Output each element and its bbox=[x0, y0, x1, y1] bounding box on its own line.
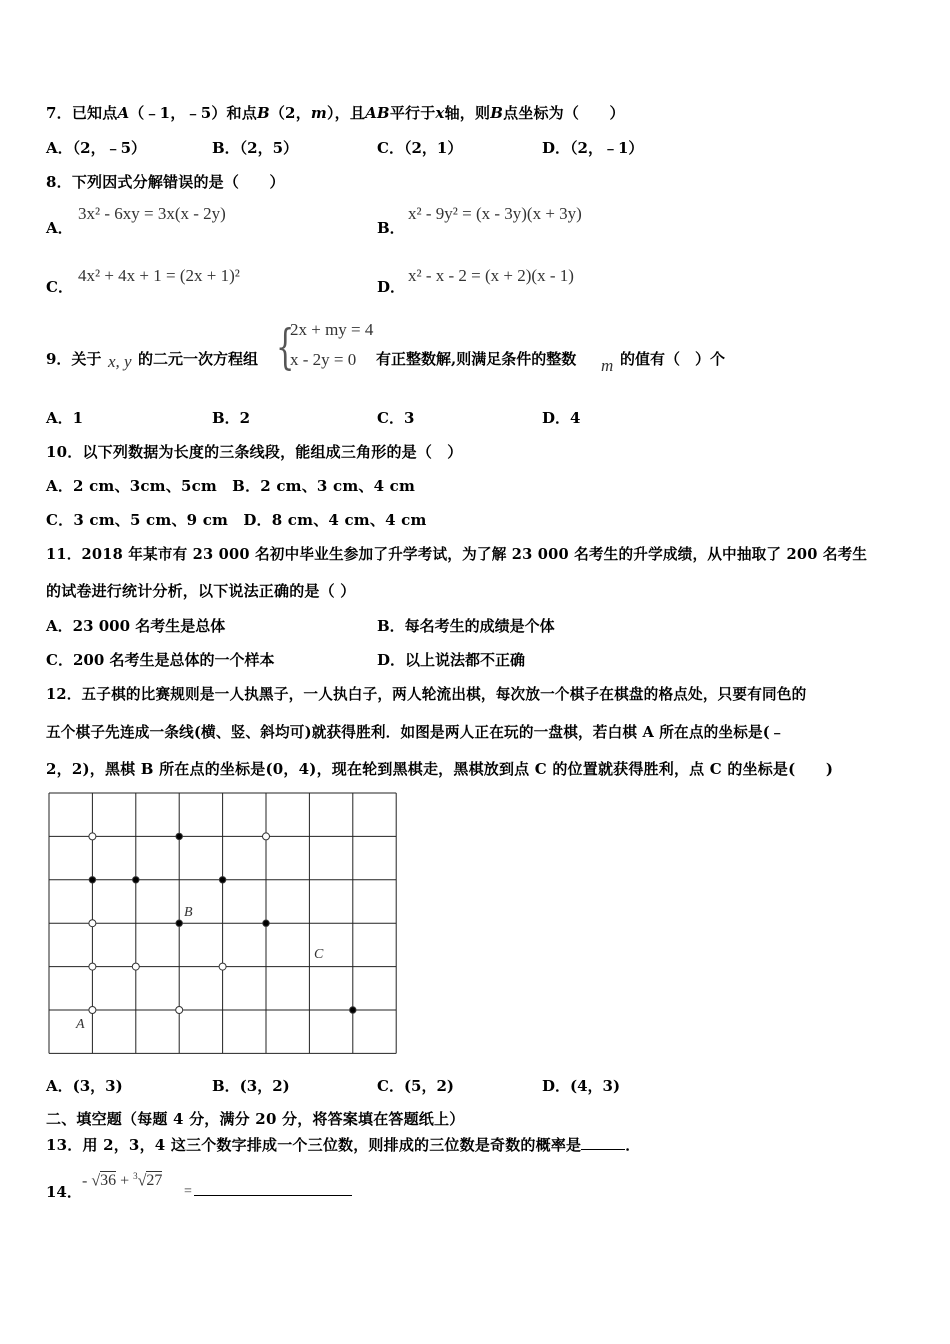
q9-stem-mid2: 有正整数解,则满足条件的整数 bbox=[376, 350, 577, 368]
white-stone bbox=[219, 963, 226, 970]
q7-option-b: B．（2，5） bbox=[212, 139, 299, 157]
q9-option-d: D．4 bbox=[542, 409, 581, 427]
q7-option-c: C．（2，1） bbox=[377, 139, 463, 157]
q9-stem-pre: 9．关于 bbox=[46, 350, 102, 368]
q9-stem-mid: 的二元一次方程组 bbox=[138, 350, 259, 368]
gomoku-board bbox=[46, 790, 398, 1056]
q11-option-b: B．每名考生的成绩是个体 bbox=[377, 617, 555, 635]
q8-expr-c: 4x² + 4x + 1 = (2x + 1)² bbox=[78, 266, 240, 285]
left-brace-icon: { bbox=[276, 319, 295, 375]
q12-stem-line1: 12．五子棋的比赛规则是一人执黑子，一人执白子，两人轮流出棋，每次放一个棋子在棋盘的格点处，只要有同色的 bbox=[46, 686, 807, 703]
label-c: C bbox=[314, 947, 324, 962]
q12-stem-line2: 五个棋子先连成一条线(横、竖、斜均可)就获得胜利．如图是两人正在玩的一盘棋，若白棋 A 所在点的坐标是(﹣ bbox=[46, 724, 785, 741]
q14-equals: = bbox=[184, 1184, 192, 1199]
q9-eq1: 2x + my = 4 bbox=[290, 320, 374, 339]
sqrt-icon: √ bbox=[91, 1172, 101, 1190]
q12-option-a: A．(3，3) bbox=[46, 1077, 123, 1095]
black-stone bbox=[350, 1007, 356, 1013]
q7-option-a: A．（2，﹣5） bbox=[46, 139, 147, 157]
q10-options-row2: C．3 cm、5 cm、9 cm D．8 cm、4 cm、4 cm bbox=[46, 511, 427, 529]
white-stone bbox=[176, 1007, 183, 1014]
q9-eq2: x - 2y = 0 bbox=[290, 350, 357, 369]
q10-options-row1: A．2 cm、3cm、5cm B．2 cm、3 cm、4 cm bbox=[46, 477, 416, 495]
q12-option-d: D．(4，3) bbox=[542, 1077, 621, 1095]
white-stone bbox=[132, 963, 139, 970]
q8-expr-a: 3x² - 6xy = 3x(x - 2y) bbox=[78, 204, 226, 223]
q8-expr-b: x² - 9y² = (x - 3y)(x + 3y) bbox=[408, 204, 582, 223]
q8-label-c: C． bbox=[46, 278, 73, 296]
white-stone bbox=[89, 920, 96, 927]
q14-number: 14． bbox=[46, 1183, 82, 1201]
q13-answer-blank[interactable] bbox=[581, 1149, 625, 1150]
black-stone bbox=[176, 920, 182, 926]
q11-option-c: C．200 名考生是总体的一个样本 bbox=[46, 651, 275, 669]
section-title: 二、填空题（每题 4 分，满分 20 分，将答案填在答题纸上） bbox=[46, 1110, 465, 1128]
q11-option-a: A．23 000 名考生是总体 bbox=[46, 617, 226, 635]
q10-stem: 10．以下列数据为长度的三条线段，能组成三角形的是（ ） bbox=[46, 443, 463, 461]
black-stone bbox=[219, 877, 225, 883]
cube-root-icon: √ bbox=[137, 1172, 147, 1190]
q9-vars: x, y bbox=[108, 352, 132, 371]
q12-option-b: B．(3，2) bbox=[212, 1077, 290, 1095]
q9-m: m bbox=[601, 356, 614, 375]
q12-option-c: C．(5，2) bbox=[377, 1077, 455, 1095]
black-stone bbox=[133, 877, 139, 883]
q8-stem: 8．下列因式分解错误的是（ ） bbox=[46, 173, 285, 191]
white-stone bbox=[89, 963, 96, 970]
q13-stem: 13．用 2，3，4 这三个数字排成一个三位数，则排成的三位数是奇数的概率是 ． bbox=[46, 1136, 641, 1154]
q8-label-a: A． bbox=[46, 219, 73, 237]
q8-label-d: D． bbox=[377, 278, 406, 296]
q9-option-c: C．3 bbox=[377, 409, 415, 427]
q9-option-b: B．2 bbox=[212, 409, 251, 427]
label-a: A bbox=[76, 1017, 85, 1032]
q11-option-d: D．以上说法都不正确 bbox=[377, 651, 526, 669]
white-stone bbox=[89, 1007, 96, 1014]
q14-expression: - √36 + $^3$√27 bbox=[82, 1171, 163, 1190]
q7-stem: 7．已知点A（﹣1，﹣5）和点B（2，m），且AB平行于x轴，则B点坐标为（ ） bbox=[46, 104, 625, 122]
q8-expr-d: x² - x - 2 = (x + 2)(x - 1) bbox=[408, 266, 574, 285]
q14-answer-blank[interactable] bbox=[194, 1180, 352, 1196]
label-b: B bbox=[184, 905, 193, 920]
q8-label-b: B． bbox=[377, 219, 405, 237]
q12-stem-line3: 2，2)，黑棋 B 所在点的坐标是(0，4)，现在轮到黑棋走，黑棋放到点 C 的位置就获得胜利，点 C 的坐标是( ) bbox=[46, 760, 834, 778]
q9-stem-end: 的值有（ ）个 bbox=[620, 350, 726, 368]
q9-option-a: A．1 bbox=[46, 409, 84, 427]
q7-option-d: D．（2，﹣1） bbox=[542, 139, 644, 157]
white-stone bbox=[263, 833, 270, 840]
q9-equation-system bbox=[276, 318, 386, 376]
black-stone bbox=[263, 920, 269, 926]
white-stone bbox=[89, 833, 96, 840]
q11-stem-line1: 11．2018 年某市有 23 000 名初中毕业生参加了升学考试，为了解 23 000 名考生的升学成绩，从中抽取了 200 名考生 bbox=[46, 546, 868, 563]
q11-stem-line2: 的试卷进行统计分析，以下说法正确的是（ ） bbox=[46, 582, 356, 600]
black-stone bbox=[89, 877, 95, 883]
black-stone bbox=[176, 833, 182, 839]
